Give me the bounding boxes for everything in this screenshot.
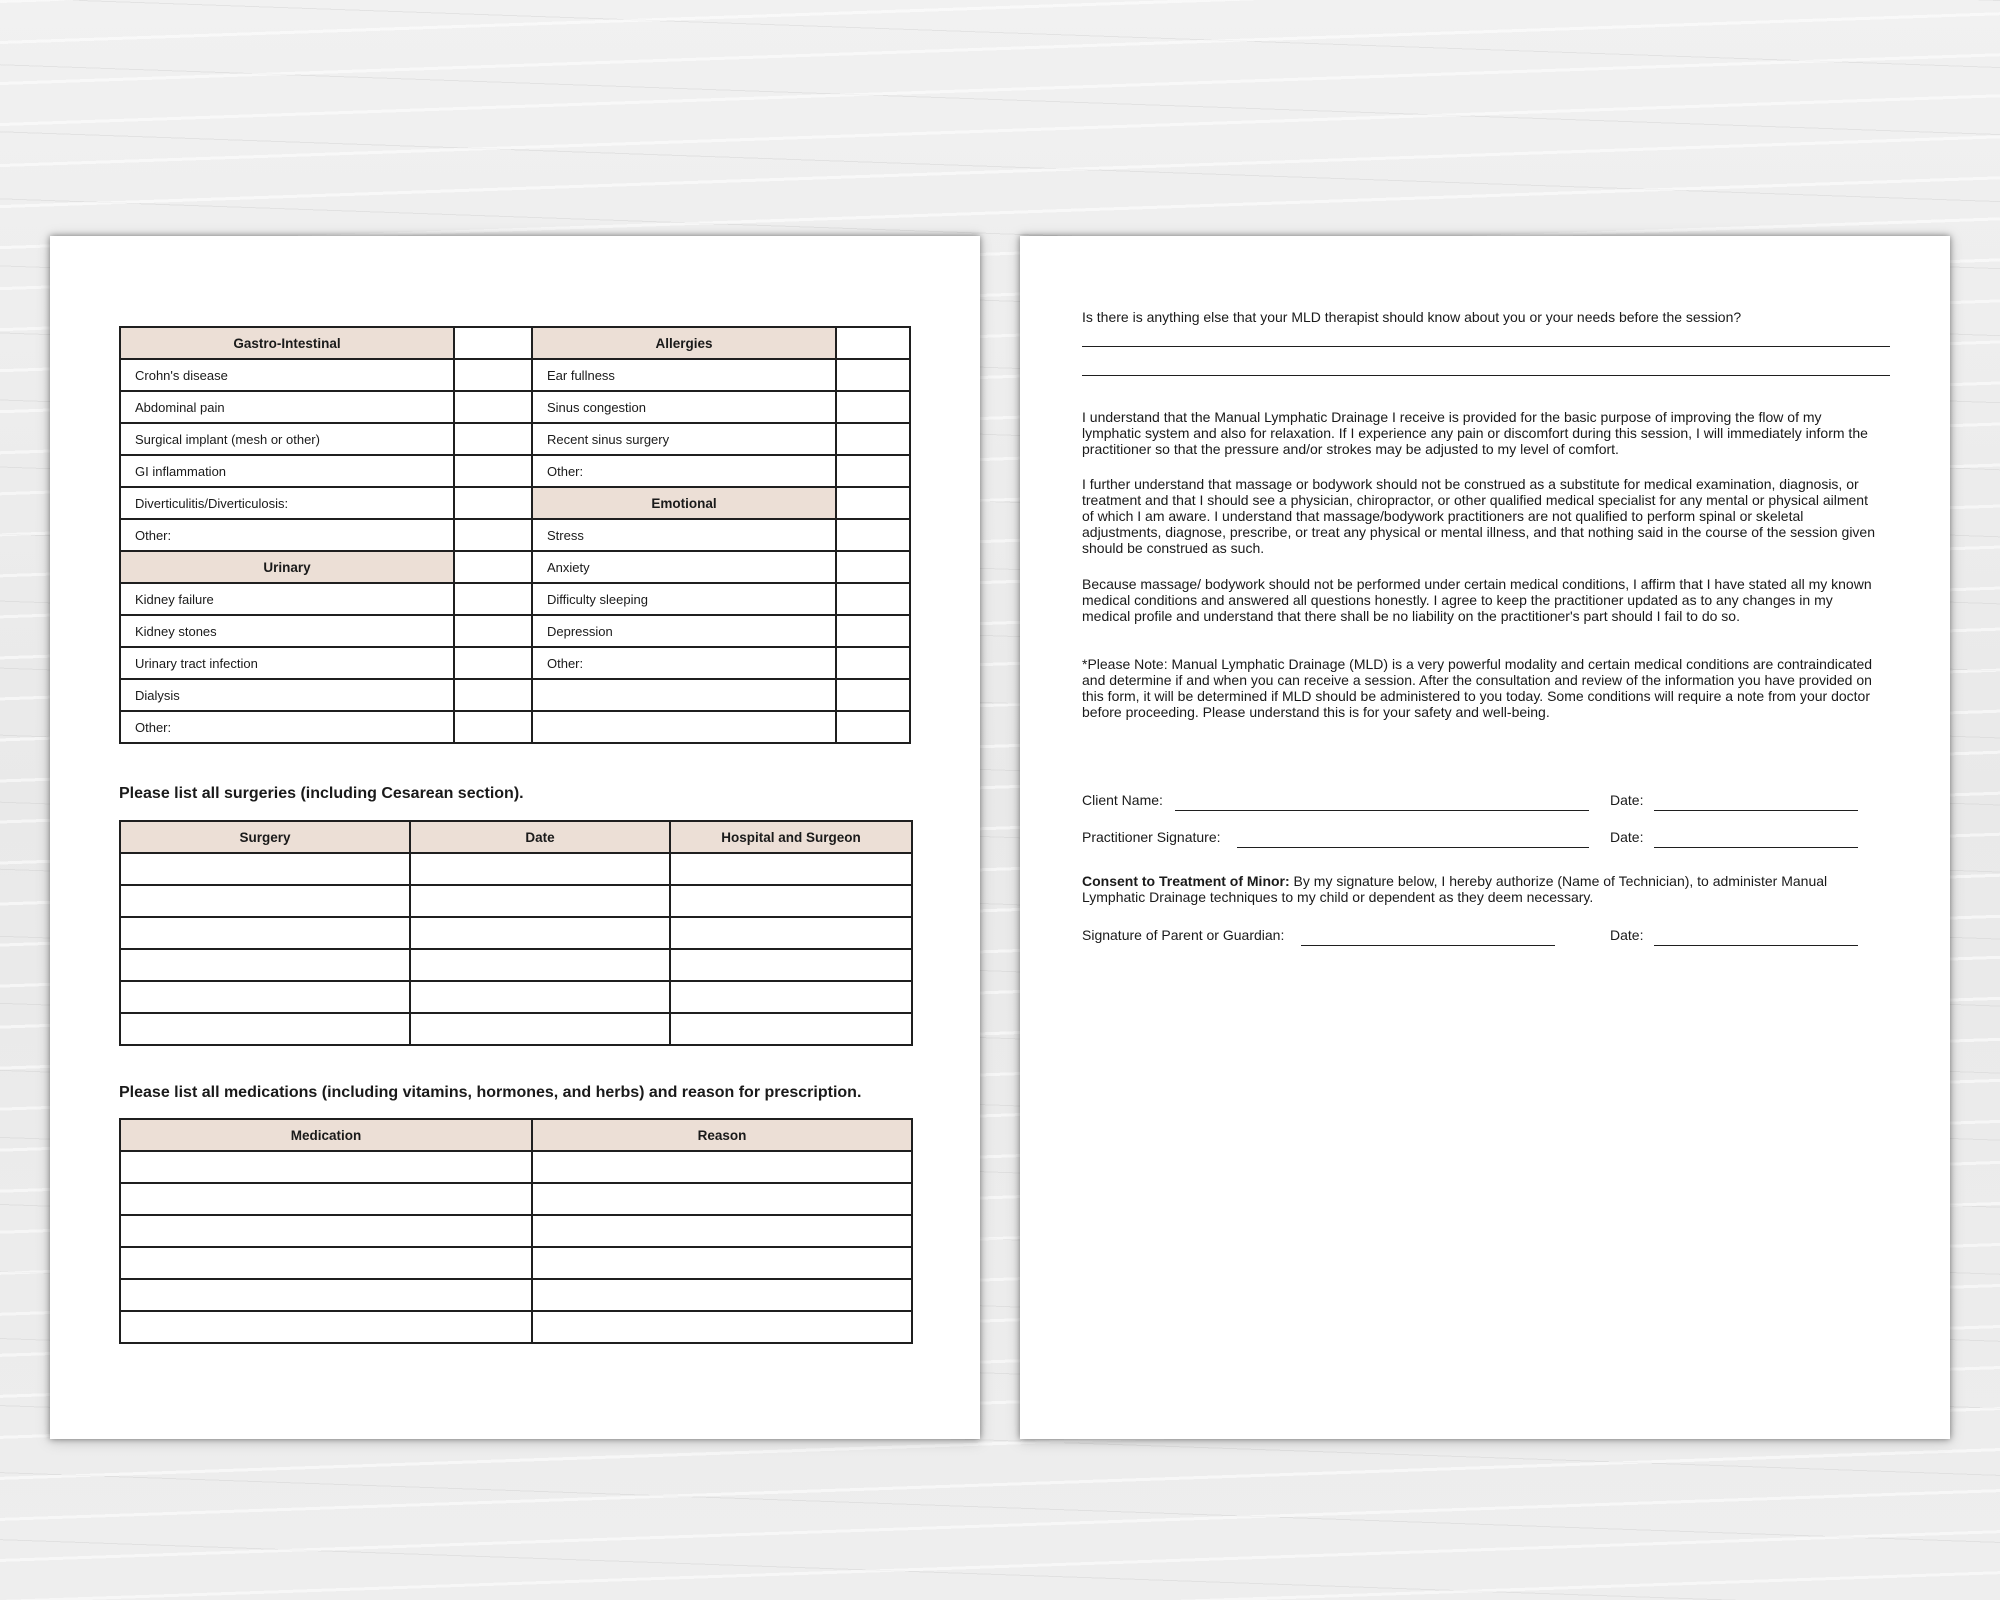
condition-label: Kidney stones — [120, 615, 454, 647]
checkbox-cell[interactable] — [836, 615, 910, 647]
medication-input-cell[interactable] — [120, 1215, 532, 1247]
date-input-cell[interactable] — [410, 917, 670, 949]
table-row — [120, 1183, 912, 1215]
condition-label: GI inflammation — [120, 455, 454, 487]
checkbox-cell[interactable] — [454, 647, 532, 679]
surgery-input-cell[interactable] — [120, 949, 410, 981]
consent-minor-text: By my signature below, I hereby authorize (Name of Technician), to administer Manual Lymphatic Drainage techniques to my child or dependent as they deem necessary. — [1082, 873, 1828, 905]
table-row — [120, 1013, 912, 1045]
surgery-input-cell[interactable] — [120, 1013, 410, 1045]
checkbox-cell[interactable] — [454, 359, 532, 391]
checkbox-cell[interactable] — [836, 327, 910, 359]
checkbox-cell[interactable] — [454, 711, 532, 743]
date-label: Date: — [1610, 792, 1644, 808]
checkbox-cell[interactable] — [454, 551, 532, 583]
allergies-header: Allergies — [532, 327, 836, 359]
conditions-table — [119, 326, 911, 744]
mld-note-paragraph: *Please Note: Manual Lymphatic Drainage (MLD) is a very powerful modality and certain medical conditions are contraindicated and determine if and when you can receive a session. After the consultation and review of the information you have provided on this form, it will be determined if MLD should be administered to you today. Some conditions will require a note from your doctor before proceeding. Please understand this is for your safety and well-being. — [1082, 656, 1873, 720]
table-row — [120, 711, 910, 743]
medications-table — [119, 1118, 913, 1344]
checkbox-cell[interactable] — [836, 711, 910, 743]
emotional-header: Emotional — [532, 487, 836, 519]
reason-column-header: Reason — [532, 1119, 912, 1151]
condition-label: Surgical implant (mesh or other) — [120, 423, 454, 455]
practitioner-date-line[interactable] — [1654, 847, 1858, 848]
hospital-input-cell[interactable] — [670, 949, 912, 981]
hospital-input-cell[interactable] — [670, 885, 912, 917]
understanding-paragraph: I understand that the Manual Lymphatic Drainage I receive is provided for the basic purpose of improving the flow of my lymphatic system and also for relaxation. If I experience any pain or discomfort during this session, I will immediately inform the practitioner so that the pressure and/or strokes may be adjusted to my level of comfort. — [1082, 409, 1868, 457]
condition-label: Diverticulitis/Diverticulosis: — [120, 487, 454, 519]
urinary-header: Urinary — [120, 551, 454, 583]
reason-input-cell[interactable] — [532, 1183, 912, 1215]
table-row — [120, 455, 910, 487]
gastro-intestinal-header: Gastro-Intestinal — [120, 327, 454, 359]
table-row — [120, 583, 910, 615]
condition-label: Recent sinus surgery — [532, 423, 836, 455]
client-name-label: Client Name: — [1082, 792, 1163, 808]
answer-line-2[interactable] — [1082, 375, 1890, 376]
table-row — [120, 423, 910, 455]
table-row — [120, 679, 910, 711]
checkbox-cell[interactable] — [454, 487, 532, 519]
reason-input-cell[interactable] — [532, 1311, 912, 1343]
checkbox-cell[interactable] — [836, 519, 910, 551]
reason-input-cell[interactable] — [532, 1247, 912, 1279]
condition-label: Depression — [532, 615, 836, 647]
medication-input-cell[interactable] — [120, 1311, 532, 1343]
table-row — [120, 391, 910, 423]
empty-cell — [532, 679, 836, 711]
reason-input-cell[interactable] — [532, 1279, 912, 1311]
hospital-input-cell[interactable] — [670, 917, 912, 949]
additional-info-question: Is there is anything else that your MLD therapist should know about you or your needs before the session? — [1082, 309, 1742, 325]
consent-minor-heading: Consent to Treatment of Minor: — [1082, 873, 1290, 889]
hospital-input-cell[interactable] — [670, 981, 912, 1013]
table-row — [120, 1151, 912, 1183]
checkbox-cell[interactable] — [454, 519, 532, 551]
condition-label: Other: — [120, 711, 454, 743]
checkbox-cell[interactable] — [454, 615, 532, 647]
table-row — [120, 981, 912, 1013]
surgery-input-cell[interactable] — [120, 885, 410, 917]
table-row — [120, 949, 912, 981]
client-date-line[interactable] — [1654, 810, 1858, 811]
checkbox-cell[interactable] — [836, 423, 910, 455]
guardian-date-line[interactable] — [1654, 945, 1858, 946]
checkbox-cell[interactable] — [454, 327, 532, 359]
date-label: Date: — [1610, 829, 1644, 845]
condition-label: Anxiety — [532, 551, 836, 583]
checkbox-cell[interactable] — [836, 455, 910, 487]
surgery-input-cell[interactable] — [120, 853, 410, 885]
condition-label: Crohn's disease — [120, 359, 454, 391]
condition-label: Sinus congestion — [532, 391, 836, 423]
checkbox-cell[interactable] — [454, 423, 532, 455]
medication-input-cell[interactable] — [120, 1247, 532, 1279]
condition-label: Kidney failure — [120, 583, 454, 615]
medication-input-cell[interactable] — [120, 1183, 532, 1215]
reason-input-cell[interactable] — [532, 1215, 912, 1247]
condition-label: Urinary tract infection — [120, 647, 454, 679]
guardian-signature-line[interactable] — [1301, 945, 1555, 946]
condition-label: Ear fullness — [532, 359, 836, 391]
medication-column-header: Medication — [120, 1119, 532, 1151]
date-input-cell[interactable] — [410, 981, 670, 1013]
table-row — [120, 1215, 912, 1247]
practitioner-signature-line[interactable] — [1237, 847, 1589, 848]
table-row — [120, 359, 910, 391]
checkbox-cell[interactable] — [836, 359, 910, 391]
hospital-input-cell[interactable] — [670, 1013, 912, 1045]
form-page-left — [50, 236, 980, 1439]
guardian-signature-label: Signature of Parent or Guardian: — [1082, 927, 1285, 943]
table-row — [120, 647, 910, 679]
checkbox-cell[interactable] — [454, 583, 532, 615]
checkbox-cell[interactable] — [454, 679, 532, 711]
practitioner-signature-label: Practitioner Signature: — [1082, 829, 1221, 845]
surgeries-title: Please list all surgeries (including Cesarean section). — [119, 785, 524, 802]
checkbox-cell[interactable] — [454, 455, 532, 487]
table-header-row — [120, 1119, 912, 1151]
table-row — [120, 853, 912, 885]
table-row — [120, 917, 912, 949]
table-header-row — [120, 821, 912, 853]
medication-input-cell[interactable] — [120, 1151, 532, 1183]
condition-label: Difficulty sleeping — [532, 583, 836, 615]
condition-label: Dialysis — [120, 679, 454, 711]
table-row — [120, 327, 910, 359]
date-input-cell[interactable] — [410, 853, 670, 885]
condition-label: Other: — [532, 455, 836, 487]
medication-input-cell[interactable] — [120, 1279, 532, 1311]
form-page-right — [1020, 236, 1950, 1439]
surgery-column-header: Surgery — [120, 821, 410, 853]
consent-minor-paragraph — [1082, 873, 1882, 905]
table-row — [120, 615, 910, 647]
table-row — [120, 519, 910, 551]
condition-label: Abdominal pain — [120, 391, 454, 423]
table-row — [120, 1247, 912, 1279]
condition-label: Other: — [532, 647, 836, 679]
checkbox-cell[interactable] — [836, 679, 910, 711]
surgery-input-cell[interactable] — [120, 981, 410, 1013]
checkbox-cell[interactable] — [836, 551, 910, 583]
date-column-header: Date — [410, 821, 670, 853]
date-input-cell[interactable] — [410, 1013, 670, 1045]
client-name-line[interactable] — [1175, 810, 1589, 811]
surgery-input-cell[interactable] — [120, 917, 410, 949]
condition-label: Stress — [532, 519, 836, 551]
checkbox-cell[interactable] — [836, 391, 910, 423]
table-row — [120, 1311, 912, 1343]
reason-input-cell[interactable] — [532, 1151, 912, 1183]
checkbox-cell[interactable] — [836, 583, 910, 615]
table-row — [120, 551, 910, 583]
empty-cell — [532, 711, 836, 743]
condition-label: Other: — [120, 519, 454, 551]
checkbox-cell[interactable] — [836, 647, 910, 679]
date-input-cell[interactable] — [410, 949, 670, 981]
date-input-cell[interactable] — [410, 885, 670, 917]
date-label: Date: — [1610, 927, 1644, 943]
checkbox-cell[interactable] — [454, 391, 532, 423]
medications-title: Please list all medications (including vitamins, hormones, and herbs) and reason for prescription. — [119, 1084, 862, 1101]
answer-line-1[interactable] — [1082, 346, 1890, 347]
hospital-column-header: Hospital and Surgeon — [670, 821, 912, 853]
table-row — [120, 487, 910, 519]
checkbox-cell[interactable] — [836, 487, 910, 519]
conditions-paragraph: Because massage/ bodywork should not be performed under certain medical conditions, I affirm that I have stated all my known medical conditions and answered all questions honestly. I agree to keep the practitioner updated as to any changes in my medical profile and understand that there shall be no liability on the practitioner's part should I fail to do so. — [1082, 576, 1872, 624]
substitute-paragraph: I further understand that massage or bodywork should not be construed as a substitute for medical examination, diagnosis, or treatment and that I should see a physician, chiropractor, or other qualified medical specialist for any mental or physical ailment of which I am aware. I understand that massage/bodywork practitioners are not qualified to perform spinal or skeletal adjustments, diagnose, prescribe, or treat any physical or mental illness, and that nothing said in the course of the session given should be construed as such. — [1082, 476, 1876, 556]
hospital-input-cell[interactable] — [670, 853, 912, 885]
table-row — [120, 885, 912, 917]
surgeries-table — [119, 820, 913, 1046]
table-row — [120, 1279, 912, 1311]
